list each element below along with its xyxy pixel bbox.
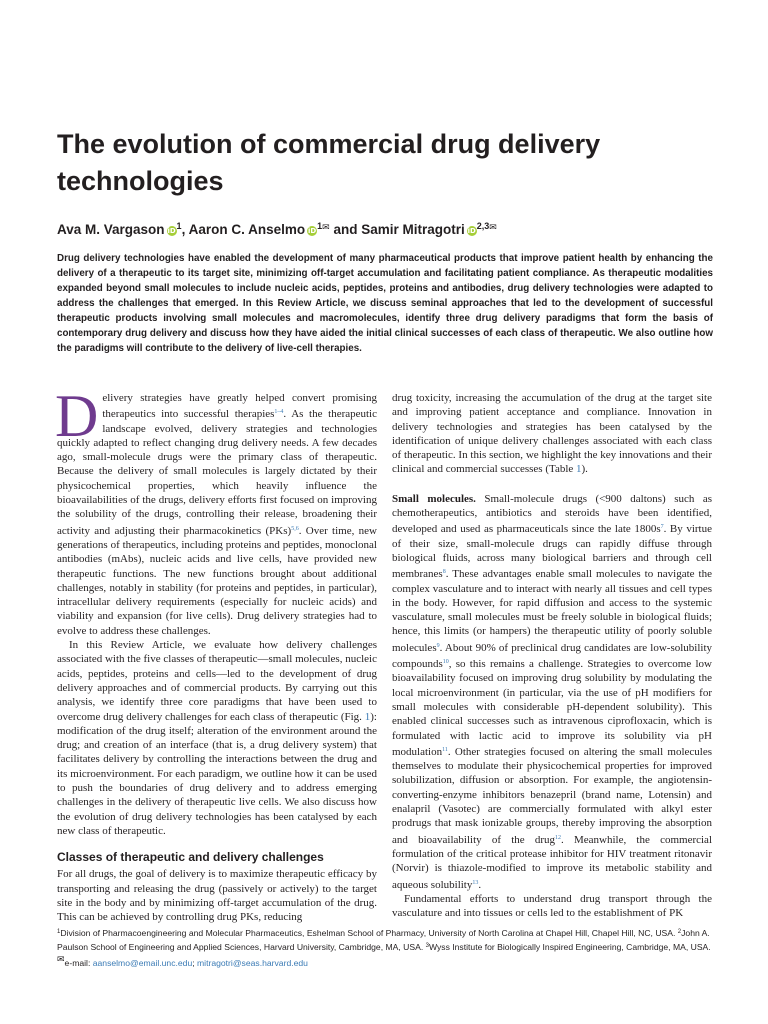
email-separator: ; bbox=[192, 958, 198, 968]
text-run: . As the therapeutic landscape evolved, delivery strategies and technologies quickly adapted to reflect changing drug delivery needs. A few decades ago, small-molecule drugs were the primary class of therapeutic. Because the delivery of small molecules is largely dictated by their physicochemical properties, which heavily influence the bioavailabilities of the drugs, delivery efforts first focused on improving the solubility of the drugs, controlling their release, broadening their activity and adjusting their pharmacokinetics (PKs) bbox=[57, 408, 377, 537]
figure-link[interactable]: 1 bbox=[364, 710, 371, 723]
section-heading: Classes of therapeutic and delivery challenges bbox=[57, 850, 324, 865]
text-run: ). bbox=[581, 463, 588, 476]
text-run: , so this remains a challenge. Strategies to overcome low bioavailability focused on improving drug solubility by modulating the local microenvironment (in particular, via the use of pH modifiers for small molecules with considerable pH-dependent solubility). This enabled clinical successes such as intravenous ciprofloxacin, which is formulated with lactic acid to improve its solubility via pH modulation bbox=[392, 658, 712, 758]
author-list bbox=[57, 217, 717, 239]
text-run: . By virtue of their size, small-molecule drugs can rapidly diffuse through biological fluids, across many biological barriers and through cell membranes bbox=[392, 523, 712, 581]
text-run: In this Review Article, we evaluate how delivery challenges associated with the five classes of therapeutic—small molecules, nucleic acids, peptides, proteins and cells—led to the development of drug delivery approaches and of commercial products. By carrying out this analysis, we identify three core paradigms that have been used to overcome drug delivery challenges for each class of therapeutic (Fig. bbox=[57, 639, 377, 723]
author-name: Samir Mitragotri bbox=[361, 222, 465, 237]
author-affiliation-marker: 1 bbox=[176, 221, 182, 231]
table-link[interactable]: 1 bbox=[576, 463, 582, 476]
citation-ref[interactable]: 10 bbox=[442, 659, 449, 666]
text-run: ): modification of the drug itself; alteration of the environment around the drug; and creation of an interface (that is, a drug delivery system) that facilitates delivery by controlling the interactions between the drug and its microenvironment. For each paradigm, we outline how it can be used to push the boundaries of drug delivery and to address emerging challenges in the delivery of therapeutic live cells. We also discuss how the evolution of drug delivery technologies has been catalysed by each new class of therapeutic. bbox=[57, 710, 377, 837]
orcid-icon[interactable]: iD bbox=[467, 227, 476, 235]
citation-ref[interactable]: 7 bbox=[660, 524, 664, 531]
body-column-right bbox=[392, 391, 712, 920]
citation-ref[interactable]: 1–4 bbox=[274, 409, 284, 416]
citation-ref[interactable]: 8 bbox=[442, 569, 446, 576]
drop-cap: D bbox=[55, 383, 99, 449]
affiliation-marker: 1 bbox=[57, 929, 61, 935]
text-run: . Over time, new generations of therapeutics, including proteins and peptides, monoclonal antibodies (mAbs), nucleic acids and live cells, have provided new therapeutic functions. The new functions brought about additional challenges, notably in stability (for proteins and peptides, in particular), intracellular delivery requirements (especially for nucleic acids) and viability and expansion (for live cells). Drug delivery strategies had to evolve to address these challenges. bbox=[57, 524, 377, 637]
article-title: The evolution of commercial drug delivery technologies bbox=[57, 129, 601, 196]
text-run: . Other strategies focused on altering the small molecules themselves to modulate their physicochemical properties for improved solubilization, diffusion or absorption. For example, the angiotensin-converting-enzyme inhibitors benazepril (brand name, Lotensin) and enalapril (Vasotec) are commercially formulated with alkyl ester prodrugs that mask ionizable groups, thereby improving the absorption and bioavailability of the drug bbox=[392, 745, 712, 846]
author-separator: and bbox=[333, 222, 358, 237]
affiliation-text: Wyss Institute for Biologically Inspired Engineering, Cambridge, MA, USA. bbox=[428, 942, 711, 952]
citation-ref[interactable]: 13 bbox=[472, 879, 479, 886]
author-name: Ava M. Vargason bbox=[57, 222, 165, 237]
affiliation-text: Division of Pharmacoengineering and Molecular Pharmaceutics, Eshelman School of Pharmacy, University of North Carolina at Chapel Hill, Chapel Hill, NC, USA. bbox=[60, 928, 678, 938]
text-run: Small-molecule drugs (<900 daltons) such as chemotherapeutics, antibiotics and steroids have been identified, developed and used as pharmaceuticals since the late 1800s bbox=[392, 492, 712, 536]
body-paragraph: For all drugs, the goal of delivery is to maximize therapeutic efficacy by transporting and releasing the drug (passively or actively) to the target site in the body and by minimizing off-target accumulation of the drug. This can be achieved by controlling drug PKs, reducing bbox=[57, 868, 377, 924]
body-paragraph bbox=[55, 383, 377, 638]
text-run: drug toxicity, increasing the accumulation of the drug at the target site and improving patient acceptance and compliance. Innovation in delivery technologies and strategies has been catalysed by the identification of unique delivery challenges associated with each class of therapeutic. In this section, we highlight the key innovations and their clinical and commercial successes (Table bbox=[392, 392, 712, 476]
body-column-left bbox=[55, 383, 377, 924]
citation-ref[interactable]: 12 bbox=[555, 834, 562, 841]
text-run: . Meanwhile, the commercial formulation of the critical protease inhibitor for HIV treatment ritonavir (Norvir) is thiazole-modified to improve its metabolic stability and aqueous solubility bbox=[392, 833, 713, 891]
text-run: . bbox=[478, 878, 482, 891]
affiliation-marker: 3 bbox=[425, 943, 429, 949]
citation-ref[interactable]: 11 bbox=[442, 746, 448, 753]
author-affiliation-marker: 2,3 bbox=[476, 221, 490, 231]
text-run: . These advantages enable small molecules to navigate the complex vasculature and to interact with nearly all tissues and cell types in the body. However, for rapid diffusion and access to the systemic vasculature, small molecules must be freely soluble in biological fluids; hence, this limits (or hampers) the therapeutic utility of poorly soluble molecules bbox=[392, 568, 712, 654]
affiliations-footnote bbox=[57, 926, 717, 970]
email-icon: ✉ bbox=[57, 955, 65, 965]
author-separator: , bbox=[181, 222, 186, 237]
email-icon[interactable]: ✉ bbox=[322, 223, 330, 233]
affiliation-marker: 2 bbox=[677, 929, 682, 935]
citation-ref[interactable]: 9 bbox=[436, 642, 440, 649]
subsection-heading: Small molecules. bbox=[392, 492, 476, 505]
orcid-icon[interactable]: iD bbox=[308, 227, 317, 235]
text-run: . About 90% of preclinical drug candidates are low-solubility compounds bbox=[392, 641, 712, 671]
orcid-icon[interactable]: iD bbox=[167, 227, 176, 235]
text-run: elivery strategies have greatly helped convert promising therapeutics into successful therapies bbox=[102, 392, 377, 421]
email-icon[interactable]: ✉ bbox=[489, 223, 497, 233]
email-link[interactable]: mitragotri@seas.harvard.edu bbox=[197, 958, 308, 968]
affiliation-text: John A. Paulson School of Engineering and Applied Sciences, Harvard University, Cambridge, MA, USA. bbox=[57, 928, 710, 952]
abstract: Drug delivery technologies have enabled the development of many pharmaceutical products that improve patient health by enhancing the delivery of a therapeutic to its target site, minimizing off-target accumulation and facilitating patient compliance. As therapeutic modalities expanded beyond small molecules to include nucleic acids, peptides, proteins and antibodies, drug delivery technologies were adapted to address the challenges that emerged. In this Review Article, we discuss seminal approaches that led to the development of successful therapeutic products involving small molecules and macromolecules, identify three drug delivery paradigms that form the basis of contemporary drug delivery and discuss how they have aided the initial clinical successes of each class of therapeutic. We also outline how the paradigms will contribute to the delivery of live-cell therapies. bbox=[57, 253, 713, 354]
body-paragraph bbox=[392, 492, 712, 892]
body-paragraph bbox=[392, 391, 712, 477]
author-name: Aaron C. Anselmo bbox=[188, 222, 306, 237]
email-link[interactable]: aanselmo@email.unc.edu bbox=[92, 958, 193, 968]
body-paragraph: Fundamental efforts to understand drug transport through the vasculature and into tissues or cells led to the establishment of PK bbox=[392, 892, 712, 920]
email-label: e-mail: bbox=[64, 958, 93, 968]
citation-ref[interactable]: 5,6 bbox=[291, 525, 299, 532]
body-paragraph bbox=[57, 638, 377, 838]
author-affiliation-marker: 1 bbox=[317, 221, 323, 231]
